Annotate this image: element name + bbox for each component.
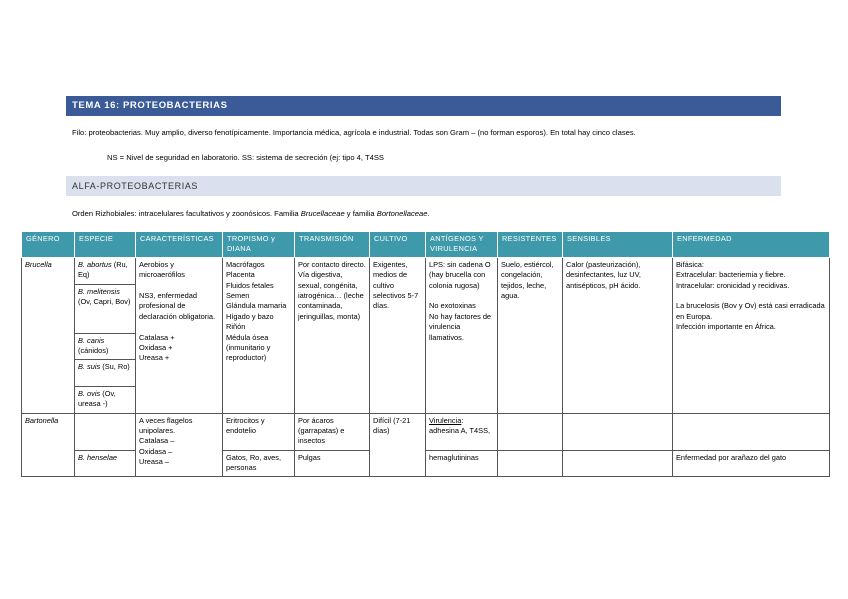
header-transmision: TRANSMISIÓN bbox=[295, 232, 370, 258]
species-host: (Ov, ureasa -) bbox=[78, 388, 116, 409]
orden-middle: y familia bbox=[344, 209, 377, 218]
cell-tropismo-bartonella-top: Eritrocitos y endotelio bbox=[223, 413, 295, 450]
header-sensibles: SENSIBLES bbox=[563, 232, 673, 258]
virulencia-colon: : bbox=[461, 415, 464, 425]
section-title-bar bbox=[66, 96, 781, 116]
filo-paragraph: Filo: proteobacterias. Muy amplio, diverso fenotípicamente. Importancia médica, agrícola e industrial. Todas son Gram – (no forman esporos). En total hay cinco clases. bbox=[72, 128, 636, 137]
cell-sensibles-brucella: Calor (pasteurización), desinfectantes, luz UV, antisépticos, pH ácido. bbox=[563, 257, 673, 413]
cell-antigenos-brucella: LPS: sin cadena O (hay brucella con colonia rugosa) No exotoxinas No hay factores de virulencia llamativos. bbox=[426, 257, 498, 413]
cell-sensibles-bartonella-bottom bbox=[563, 450, 673, 476]
cell-resistentes-bartonella-top bbox=[498, 413, 563, 450]
cell-enfermedad-bartonella-bottom: Enfermedad por arañazo del gato bbox=[673, 450, 830, 476]
cell-genero-brucella: Brucella bbox=[22, 257, 75, 413]
cell-transmision-brucella: Por contacto directo. Vía digestiva, sexual, congénita, iatrogénica… (leche contaminada, jeringuillas, monta) bbox=[295, 257, 370, 413]
cell-resistentes-brucella: Suelo, estiércol, congelación, tejidos, leche, agua. bbox=[498, 257, 563, 413]
cell-especie-empty bbox=[75, 413, 136, 450]
species-host: (cánidos) bbox=[78, 346, 109, 356]
cell-caracteristicas-bartonella: A veces flagelos unipolares. Catalasa – Oxidasa – Ureasa – bbox=[136, 413, 223, 476]
cell-antigenos-bartonella-bottom: hemaglutininas bbox=[426, 450, 498, 476]
cell-tropismo-brucella: Macrófagos Placenta Fluidos fetales Semen Glándula mamaria Hígado y bazo Riñón Médula ósea (inmunitario y reproductor) bbox=[223, 257, 295, 413]
header-cultivo: CULTIVO bbox=[370, 232, 426, 258]
family-bortonellaceae: Bortonellaceae bbox=[376, 209, 428, 218]
cell-cultivo-bartonella: Difícil (7-21 días) bbox=[370, 413, 426, 476]
cell-especie bbox=[75, 333, 136, 359]
orden-paragraph bbox=[72, 209, 782, 219]
table-header-row bbox=[22, 232, 830, 258]
cell-enfermedad-bartonella-top bbox=[673, 413, 830, 450]
header-especie: ESPECIE bbox=[75, 232, 136, 258]
table-row bbox=[22, 413, 830, 450]
subsection-title: ALFA-PROTEOBACTERIAS bbox=[72, 181, 199, 191]
header-genero: GÉNERO bbox=[22, 232, 75, 258]
subsection-title-bar bbox=[66, 176, 781, 196]
species-name: B. abortus bbox=[78, 259, 112, 269]
cell-resistentes-bartonella-bottom bbox=[498, 450, 563, 476]
header-antigenos: ANTÍGENOS Y VIRULENCIA bbox=[426, 232, 498, 258]
section-title: TEMA 16: PROTEOBACTERIAS bbox=[72, 100, 228, 111]
species-host: (Ru, Eq) bbox=[78, 259, 128, 280]
header-tropismo: TROPISMO y DIANA bbox=[223, 232, 295, 258]
orden-suffix: . bbox=[427, 209, 430, 218]
header-resistentes: RESISTENTES bbox=[498, 232, 563, 258]
ns-paragraph: NS = Nivel de seguridad en laboratorio. SS: sistema de secreción (ej: tipo 4, T4SS bbox=[107, 153, 384, 162]
header-caracteristicas: CARACTERÍSTICAS bbox=[136, 232, 223, 258]
species-host: (Ov, Capri, Bov) bbox=[78, 297, 131, 307]
bacteria-table bbox=[21, 231, 830, 477]
orden-prefix: Orden Rizhobiales: intracelulares facultativos y zoonósicos. Familia bbox=[72, 209, 301, 218]
header-enfermedad: ENFERMEDAD bbox=[673, 232, 830, 258]
cell-especie bbox=[75, 257, 136, 284]
table-row bbox=[22, 257, 830, 284]
cell-cultivo-brucella: Exigentes, medios de cultivo selectivos 5-7 días. bbox=[370, 257, 426, 413]
species-name: B. ovis bbox=[78, 388, 101, 398]
cell-tropismo-bartonella-bottom: Gatos, Ro, aves, personas bbox=[223, 450, 295, 476]
species-name: B. melitensis bbox=[78, 286, 120, 296]
cell-enfermedad-brucella: Bifásica: Extracelular: bacteriemia y fiebre. Intracelular: cronicidad y recidivas. La brucelosis (Bov y Ov) está casi erradicada en Europa. Infección importante en África. bbox=[673, 257, 830, 413]
virulencia-text: adhesina A, T4SS, bbox=[429, 426, 491, 436]
cell-transmision-bartonella-top: Por ácaros (garrapatas) e insectos bbox=[295, 413, 370, 450]
cell-caracteristicas-brucella: Aerobios y microaerófilos NS3, enfermedad profesional de declaración obligatoria. Catalasa + Oxidasa + Ureasa + bbox=[136, 257, 223, 413]
species-host: (Su, Ro) bbox=[102, 361, 130, 371]
cell-especie-henselae: B. henselae bbox=[75, 450, 136, 476]
cell-genero-bartonella: Bartonella bbox=[22, 413, 75, 476]
species-name: B. suis bbox=[78, 361, 101, 371]
family-brucellaceae: Brucellaceae bbox=[300, 209, 345, 218]
cell-especie bbox=[75, 284, 136, 333]
cell-especie bbox=[75, 386, 136, 413]
cell-transmision-bartonella-bottom: Pulgas bbox=[295, 450, 370, 476]
cell-sensibles-bartonella-top bbox=[563, 413, 673, 450]
species-name: B. canis bbox=[78, 335, 105, 345]
cell-antigenos-bartonella-top bbox=[426, 413, 498, 450]
virulencia-label: Virulencia bbox=[429, 415, 462, 425]
cell-especie bbox=[75, 359, 136, 386]
